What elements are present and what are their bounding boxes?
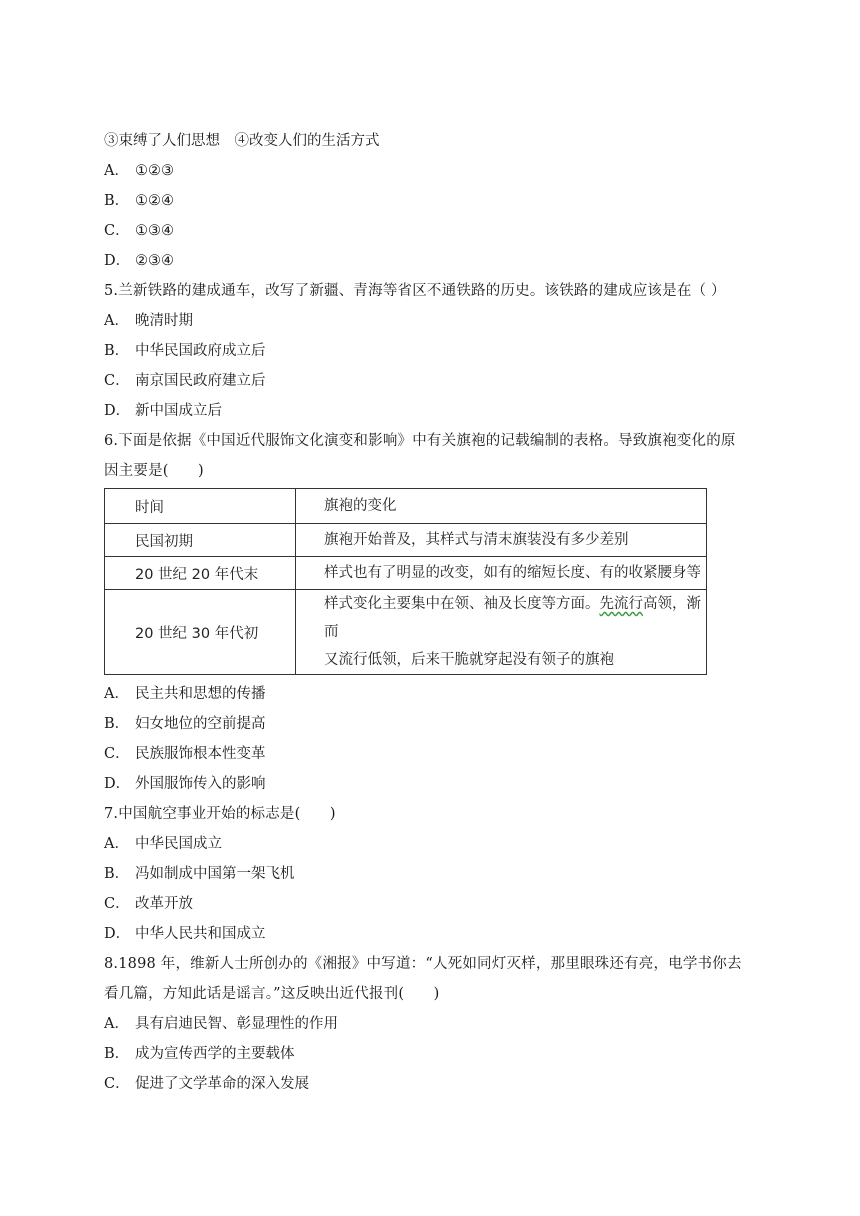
option-letter: C．	[104, 373, 130, 389]
table-cell-time: 20 世纪 20 年代末	[105, 557, 296, 590]
q8-option-b[interactable]	[104, 1039, 764, 1069]
table-row	[105, 557, 707, 590]
change-text-part1: 样式变化主要集中在领、袖及长度等方面。	[324, 596, 600, 612]
q8-stem-line2: 看几篇，方知此话是谣言。”这反映出近代报刊( )	[104, 986, 440, 1002]
q6-option-a[interactable]	[104, 679, 764, 709]
option-text: 南京国民政府建立后	[135, 373, 266, 389]
change-text-part3: 高领，渐而	[324, 596, 701, 640]
q5-option-a[interactable]	[104, 306, 764, 336]
table-cell-change-line2: 又流行低领，后来干脆就穿起没有领子的旗袍	[324, 652, 614, 668]
option-letter: D．	[104, 253, 131, 269]
option-letter: B．	[104, 716, 130, 732]
option-text: 冯如制成中国第一架飞机	[135, 866, 295, 882]
option-letter: A．	[104, 163, 129, 179]
q4-option-c[interactable]	[104, 216, 764, 246]
q8-stem-line1: 8.1898 年，维新人士所创办的《湘报》中写道：“人死如同灯灭样，那里眼珠还有亮，电学书你去	[104, 956, 742, 972]
option-letter: D．	[104, 926, 131, 942]
table-cell-change-line1	[324, 590, 706, 646]
exam-content	[104, 126, 764, 1099]
q8-option-a[interactable]	[104, 1009, 764, 1039]
option-letter: B．	[104, 866, 130, 882]
option-text: 具有启迪民智、彰显理性的作用	[135, 1016, 338, 1032]
option-text: 中华民国政府成立后	[135, 343, 266, 359]
option-text: 改革开放	[135, 896, 193, 912]
option-text: 促进了文学革命的深入发展	[135, 1076, 309, 1092]
table-header-row	[105, 489, 707, 524]
option-text: ①②④	[135, 193, 174, 209]
q7-option-c[interactable]	[104, 889, 764, 919]
q7-stem: 7.中国航空事业开始的标志是( )	[104, 806, 336, 822]
q7-option-a[interactable]	[104, 829, 764, 859]
q6-option-b[interactable]	[104, 709, 764, 739]
q7-option-b[interactable]	[104, 859, 764, 889]
q4-option-d[interactable]	[104, 246, 764, 276]
option-letter: A．	[104, 836, 129, 852]
option-letter: C．	[104, 1076, 130, 1092]
option-letter: B．	[104, 343, 130, 359]
option-text: 新中国成立后	[135, 403, 222, 419]
option-text: 民族服饰根本性变革	[135, 746, 266, 762]
option-letter: B．	[104, 1046, 130, 1062]
table-header-change: 旗袍的变化	[296, 489, 707, 524]
option-text: ②③④	[135, 253, 174, 269]
table-header-time: 时间	[105, 489, 296, 524]
option-text: 中华民国成立	[135, 836, 222, 852]
q4-option-b[interactable]	[104, 186, 764, 216]
q6-option-d[interactable]	[104, 769, 764, 799]
option-text: 民主共和思想的传播	[135, 686, 266, 702]
option-letter: C．	[104, 746, 130, 762]
table-row	[105, 524, 707, 557]
q6-stem-line2: 因主要是( )	[104, 463, 204, 479]
option-letter: A．	[104, 313, 129, 329]
table-cell-change	[296, 590, 707, 675]
q4-statement-line: ③束缚了人们思想 ④改变人们的生活方式	[104, 133, 380, 149]
option-letter: A．	[104, 686, 129, 702]
option-letter: A．	[104, 1016, 129, 1032]
option-letter: C．	[104, 896, 130, 912]
option-letter: D．	[104, 403, 131, 419]
q5-option-d[interactable]	[104, 396, 764, 426]
option-text: 外国服饰传入的影响	[135, 776, 266, 792]
option-letter: D．	[104, 776, 131, 792]
qipao-table	[104, 488, 707, 675]
table-row	[105, 590, 707, 675]
option-letter: C．	[104, 223, 130, 239]
option-text: ①②③	[135, 163, 174, 179]
option-letter: B．	[104, 193, 130, 209]
q6-stem-line1: 6.下面是依据《中国近代服饰文化演变和影响》中有关旗袍的记载编制的表格。导致旗袍变化的原	[104, 433, 736, 449]
table-cell-change: 样式也有了明显的改变，如有的缩短长度、有的收紧腰身等	[296, 557, 707, 590]
q4-option-a[interactable]	[104, 156, 764, 186]
q5-option-b[interactable]	[104, 336, 764, 366]
option-text: 晚清时期	[135, 313, 193, 329]
q5-option-c[interactable]	[104, 366, 764, 396]
q6-option-c[interactable]	[104, 739, 764, 769]
option-text: 妇女地位的空前提高	[135, 716, 266, 732]
option-text: 成为宣传西学的主要载体	[135, 1046, 295, 1062]
q5-stem: 5.兰新铁路的建成通车，改写了新疆、青海等省区不通铁路的历史。该铁路的建成应该是在（ ）	[104, 283, 726, 299]
table-cell-time: 民国初期	[105, 524, 296, 557]
q7-option-d[interactable]	[104, 919, 764, 949]
table-cell-change: 旗袍开始普及，其样式与清末旗装没有多少差别	[296, 524, 707, 557]
q8-option-c[interactable]	[104, 1069, 764, 1099]
table-cell-time: 20 世纪 30 年代初	[105, 590, 296, 675]
option-text: ①③④	[135, 223, 174, 239]
spellcheck-underlined-text: 先流行	[599, 596, 643, 612]
option-text: 中华人民共和国成立	[135, 926, 266, 942]
